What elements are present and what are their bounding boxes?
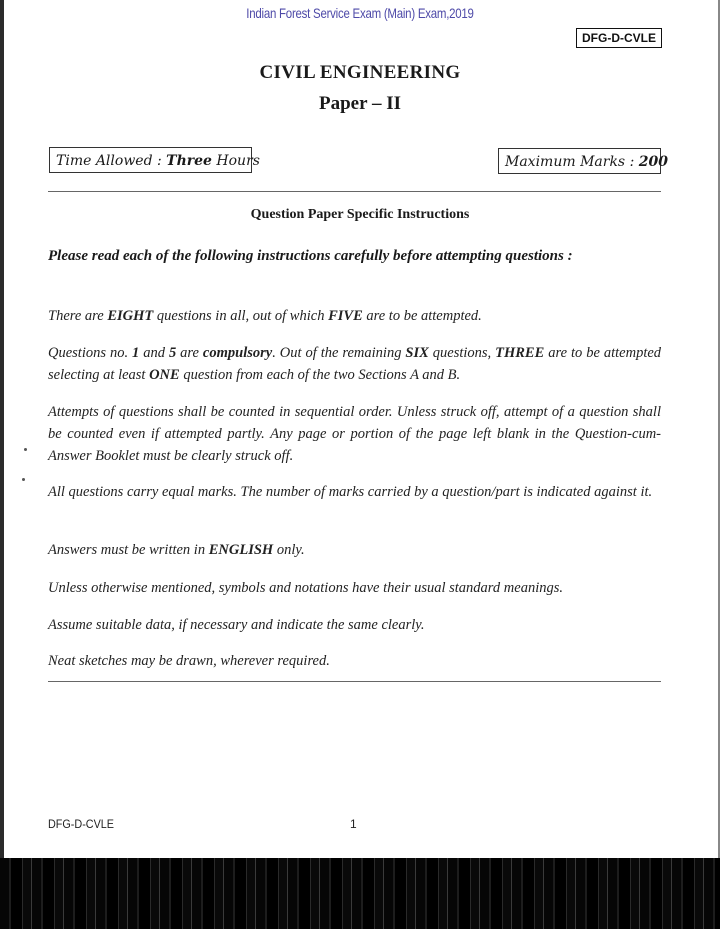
time-allowed-value: Three	[166, 153, 212, 169]
instructions-lead: Please read each of the following instructions carefully before attempting questions :	[48, 248, 573, 264]
time-allowed-unit: Hours	[211, 153, 260, 169]
bold-run: 1	[132, 345, 140, 361]
text-run: are to be attempted.	[362, 308, 482, 324]
bold-run: 5	[168, 345, 177, 361]
scanner-black-band	[0, 858, 720, 929]
page-number: 1	[350, 817, 357, 831]
text-run: are to be attempted selecting at least	[48, 345, 662, 383]
text-run: are	[176, 345, 203, 361]
instruction-sequential-order: Attempts of questions shall be counted in sequential order. Unless struck off, attempt of a question shall be counted even if attempted partly. Any page or portion of the page left blank in the Question-cum-Answer Booklet must be clearly struck off.	[48, 404, 661, 464]
exam-watermark: Indian Forest Service Exam (Main) Exam,2019	[246, 5, 474, 21]
text-run: Questions no.	[48, 345, 133, 361]
text-run: and	[139, 345, 169, 361]
bold-run: EIGHT	[107, 308, 154, 324]
instruction-language	[48, 539, 661, 561]
subject-title: CIVIL ENGINEERING	[259, 62, 461, 83]
instructions-heading: Question Paper Specific Instructions	[250, 207, 470, 222]
instruction-equal-marks: All questions carry equal marks. The number of marks carried by a question/part is indicated against it.	[48, 484, 653, 500]
instruction-suitable-data: Assume suitable data, if necessary and indicate the same clearly.	[48, 617, 425, 633]
bold-run: ONE	[149, 367, 180, 383]
text-run: questions,	[428, 345, 496, 361]
maximum-marks-value: 200	[638, 154, 668, 170]
time-allowed-label: Time Allowed :	[56, 153, 167, 169]
text-run: questions in all, out of which	[153, 308, 329, 324]
scan-speck	[22, 478, 25, 481]
bold-run: ENGLISH	[208, 542, 274, 558]
instruction-question-count	[48, 305, 661, 327]
bold-run: SIX	[405, 345, 429, 361]
bold-run: THREE	[495, 345, 545, 361]
bold-run: compulsory	[202, 345, 273, 361]
instruction-sketches: Neat sketches may be drawn, wherever required.	[48, 653, 330, 669]
top-divider	[48, 191, 661, 192]
text-run: question from each of the two Sections A and B.	[179, 367, 461, 383]
text-run: only.	[273, 542, 305, 558]
instruction-symbols: Unless otherwise mentioned, symbols and notations have their usual standard meanings.	[48, 580, 563, 596]
bold-run: FIVE	[328, 308, 363, 324]
scan-speck	[24, 448, 27, 451]
paper-number: Paper – II	[319, 93, 401, 114]
scan-left-edge	[0, 0, 4, 858]
maximum-marks-box	[498, 148, 668, 174]
bottom-divider	[48, 681, 661, 682]
maximum-marks-label: Maximum Marks :	[505, 154, 639, 170]
time-allowed-box	[49, 147, 260, 173]
text-run: . Out of the remaining	[272, 345, 406, 361]
footer-paper-code: DFG-D-CVLE	[48, 817, 115, 831]
paper-code-box: DFG-D-CVLE	[576, 28, 662, 48]
instruction-compulsory-questions	[48, 342, 661, 386]
text-run: There are	[48, 308, 108, 324]
text-run: Answers must be written in	[48, 542, 209, 558]
